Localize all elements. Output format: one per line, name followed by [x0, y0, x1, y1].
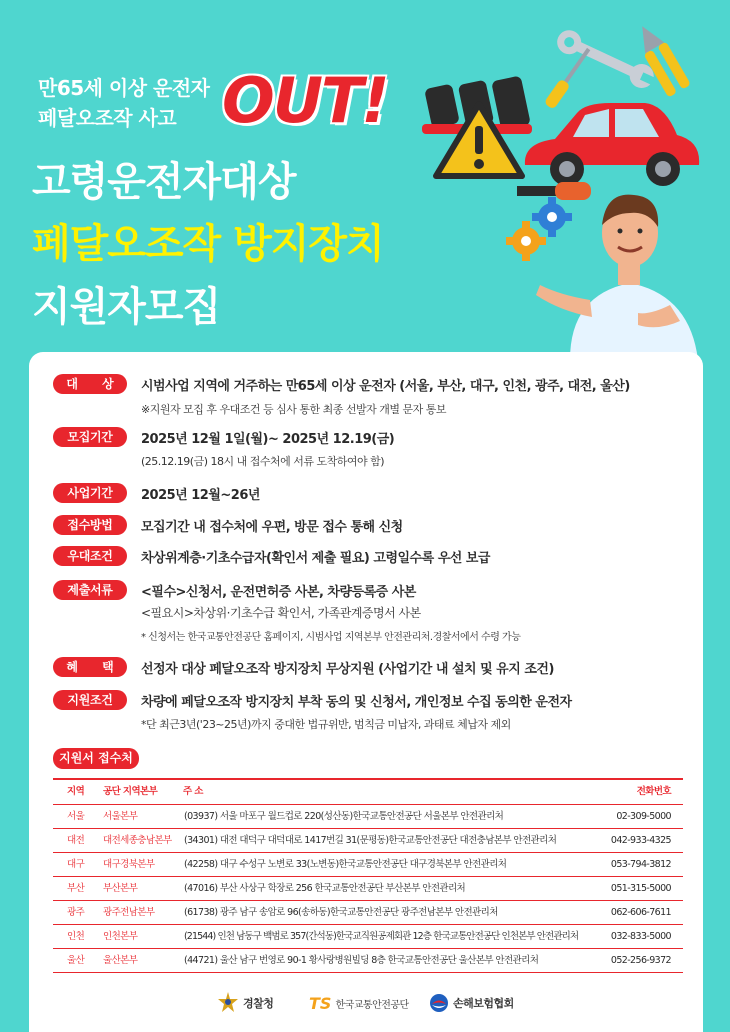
cell-address: (61738) 광주 남구 송암로 96(송하동)한국교통안전공단 광주전남본부 안전관리처: [184, 907, 498, 918]
warning-triangle-icon: [432, 100, 526, 180]
knia-emblem-icon: [429, 993, 449, 1013]
item-note: (25.12.19(금) 18시 내 접수처에 서류 도착하여야 함): [141, 455, 385, 468]
reception-table: [53, 778, 683, 973]
label-badge: 제출서류: [53, 580, 127, 600]
cell-branch: 울산본부: [103, 955, 138, 966]
cell-address: (42258) 대구 수성구 노변로 33(노변동)한국교통안전공단 대구경북본부 안전관리처: [184, 859, 507, 870]
cell-phone: 042-933-4325: [610, 835, 671, 846]
cell-phone: 053-794-3812: [610, 859, 671, 870]
koroad-logo: [309, 990, 409, 1016]
page-title-line-3: 지원자모집: [32, 284, 221, 330]
table-row: [53, 805, 683, 829]
item-note: *단 최근3년('23~25년)까지 중대한 법규위반, 범칙금 미납자, 과태료 체납자 제외: [141, 718, 511, 731]
cell-branch: 부산본부: [103, 883, 138, 894]
item-note: <필요시>차상위·기초수급 확인서, 가족관계증명서 사본: [141, 606, 421, 620]
cell-region: 대구: [67, 859, 85, 870]
cell-address: (34301) 대전 대덕구 대덕대로 1417번길 31(문평동)한국교통안전공단 대전충남본부 안전관리처: [184, 835, 557, 846]
cell-branch: 서울본부: [103, 811, 138, 822]
cell-branch: 광주전남본부: [103, 907, 155, 918]
label-badge: 대 상: [53, 374, 127, 394]
info-card: [29, 352, 703, 1032]
header-address: 주 소: [183, 786, 203, 797]
cell-branch: 대구경북본부: [103, 859, 155, 870]
police-logo-text: 경찰청: [243, 997, 274, 1010]
label-badge: 모집기간: [53, 427, 127, 447]
table-row: [53, 853, 683, 877]
subtitle-line-2: 페달오조작 사고: [38, 106, 177, 130]
page-title-line-2: 페달오조작 방지장치: [32, 221, 384, 267]
koroad-logo-text: 한국교통안전공단: [335, 999, 409, 1011]
koroad-mark: TS: [309, 993, 332, 1013]
cell-region: 대전: [67, 835, 85, 846]
table-header-row: [53, 780, 683, 805]
item-text: 선정자 대상 페달오조작 방지장치 무상지원 (사업기간 내 설치 및 유지 조건): [141, 662, 554, 677]
table-row: [53, 877, 683, 901]
subtitle-line-1: 만65세 이상 운전자: [38, 76, 210, 100]
cell-phone: 062-606-7611: [610, 907, 671, 918]
cell-region: 광주: [67, 907, 85, 918]
cell-address: (44721) 울산 남구 번영로 90-1 황사랑병원빌딩 8층 한국교통안전공단 울산본부 안전관리처: [184, 955, 539, 966]
knia-logo-text: 손해보험협회: [453, 997, 514, 1010]
presenter-person-illustration: [520, 185, 725, 360]
header-phone: 전화번호: [636, 786, 671, 797]
table-row: [53, 949, 683, 973]
label-badge: 접수방법: [53, 515, 127, 535]
header-branch: 공단 지역본부: [103, 786, 158, 797]
cell-branch: 대전세종충남본부: [103, 835, 172, 846]
cell-region: 부산: [67, 883, 85, 894]
cell-phone: 02-309-5000: [616, 811, 671, 822]
cell-phone: 052-256-9372: [610, 955, 671, 966]
out-logo-text: OUT!: [222, 64, 388, 137]
header-region: 지역: [67, 786, 85, 797]
item-text: 차상위계층·기초수급자(확인서 제출 필요) 고령일수록 우선 보급: [141, 551, 490, 566]
label-badge: 지원조건: [53, 690, 127, 710]
label-badge: 우대조건: [53, 546, 127, 566]
item-text: 차량에 페달오조작 방지장치 부착 동의 및 신청서, 개인정보 수집 동의한 운전자: [141, 695, 572, 710]
table-row: [53, 901, 683, 925]
item-text: <필수>신청서, 운전면허증 사본, 차량등록증 사본: [141, 585, 416, 600]
item-text: 2025년 12월~26년: [141, 488, 260, 503]
cell-address: (47016) 부산 사상구 학장로 256 한국교통안전공단 부산본부 안전관리처: [184, 883, 466, 894]
cell-region: 인천: [67, 931, 85, 942]
label-badge: 혜 택: [53, 657, 127, 677]
item-note: ※지원자 모집 후 우대조건 등 심사 통한 최종 선발자 개별 문자 통보: [141, 403, 446, 416]
item-text: 2025년 12월 1일(월)~ 2025년 12.19(금): [141, 432, 395, 447]
reception-title-badge: 지원서 접수처: [53, 748, 139, 769]
cell-branch: 인천본부: [103, 931, 138, 942]
knia-logo: [429, 990, 514, 1016]
police-logo: [217, 990, 273, 1016]
cell-address: (03937) 서울 마포구 월드컵로 220(성산동)한국교통안전공단 서울본부 안전관리처: [184, 811, 504, 822]
label-badge: 사업기간: [53, 483, 127, 503]
footer-logos: [29, 982, 703, 1022]
cell-phone: 032-833-5000: [610, 931, 671, 942]
item-note: * 신청서는 한국교통안전공단 홈페이지, 시범사업 지역본부 안전관리처.경찰서에서 수령 가능: [141, 632, 521, 643]
page-title-line-1: 고령운전자대상: [32, 159, 296, 205]
cell-region: 서울: [67, 811, 85, 822]
table-row: [53, 829, 683, 853]
item-text: 시범사업 지역에 거주하는 만65세 이상 운전자 (서울, 부산, 대구, 인천, 광주, 대전, 울산): [141, 379, 630, 394]
cell-region: 울산: [67, 955, 85, 966]
cell-phone: 051-315-5000: [610, 883, 671, 894]
item-text: 모집기간 내 접수처에 우편, 방문 접수 통해 신청: [141, 520, 403, 535]
table-row: [53, 925, 683, 949]
police-emblem-icon: [217, 991, 239, 1015]
cell-address: (21544) 인천 남동구 백범로 357(간석동)한국교직원공제회관 12층 한국교통안전공단 인천본부 안전관리처: [184, 931, 579, 942]
